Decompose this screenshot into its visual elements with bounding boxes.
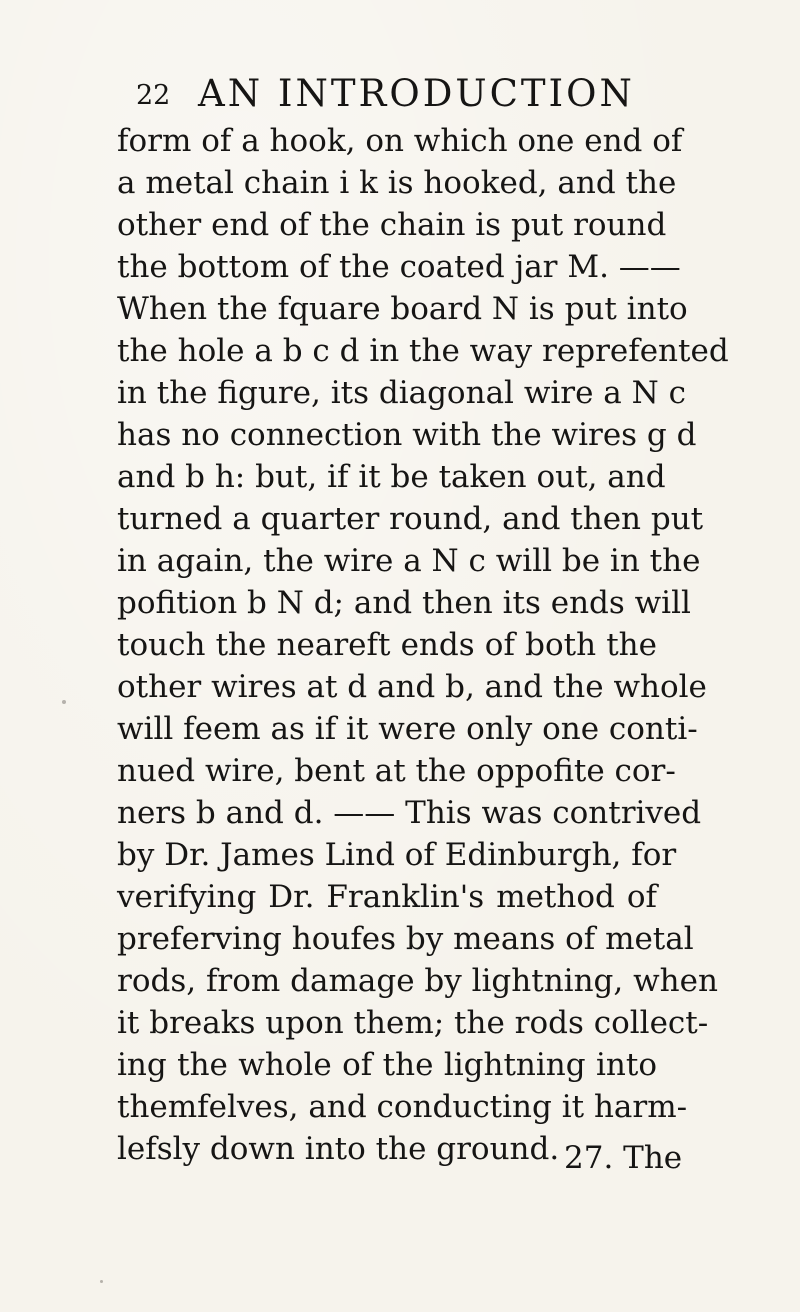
text-line: has no connection with the wires g d: [117, 417, 697, 453]
text-line: will feem as if it were only one conti-: [117, 711, 698, 747]
text-line: and b h: but, if it be taken out, and: [117, 459, 666, 495]
text-line: form of a hook, on which one end of: [117, 123, 683, 159]
text-line: preferving houfes by means of metal: [117, 921, 694, 957]
paper-speck: [62, 700, 66, 704]
text-line: verifying Dr. Franklin's method of: [117, 879, 657, 915]
text-line: themfelves, and conducting it harm-: [117, 1089, 688, 1125]
page-header: [136, 72, 656, 122]
text-line: turned a quarter round, and then put: [117, 501, 704, 537]
text-line: nued wire, bent at the oppofite cor-: [117, 753, 676, 789]
text-line: in the figure, its diagonal wire a N c: [117, 375, 686, 411]
text-line: ing the whole of the lightning into: [117, 1047, 657, 1083]
text-line: it breaks upon them; the rods collect-: [117, 1005, 709, 1041]
text-line: lefsly down into the ground.: [117, 1131, 560, 1167]
paper-speck: [505, 985, 508, 988]
running-head: AN INTRODUCTION: [198, 72, 635, 115]
text-line: pofition b N d; and then its ends will: [117, 585, 691, 621]
catchword: 27. The: [564, 1140, 683, 1176]
text-line: the hole a b c d in the way reprefented: [117, 333, 729, 369]
paper-speck: [100, 1280, 103, 1283]
text-line: When the fquare board N is put into: [117, 291, 688, 327]
text-line: the bottom of the coated jar M. ——: [117, 249, 681, 285]
body-text: [117, 120, 729, 1170]
text-line: other end of the chain is put round: [117, 207, 667, 243]
text-line: other wires at d and b, and the whole: [117, 669, 707, 705]
text-line: ners b and d. —— This was contrived: [117, 795, 702, 831]
text-line: by Dr. James Lind of Edinburgh, for: [117, 837, 677, 873]
text-line: touch the neareft ends of both the: [117, 627, 657, 663]
text-line: in again, the wire a N c will be in the: [117, 543, 701, 579]
text-line: a metal chain i k is hooked, and the: [117, 165, 677, 201]
page-number: 22: [136, 80, 171, 111]
text-line: rods, from damage by lightning, when: [117, 963, 718, 999]
